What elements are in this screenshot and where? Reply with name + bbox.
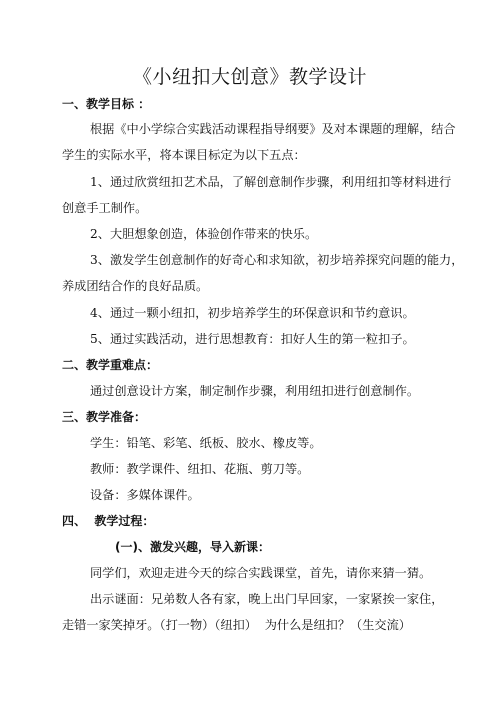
goals-intro-line-2: 学生的实际水平，将本课目标定为以下五点： xyxy=(62,148,306,162)
preparation-students: 学生：铅笔、彩笔、纸板、胶水、橡皮等。 xyxy=(90,436,322,450)
goal-5: 5、通过实践活动，进行思想教育：扣好人生的第一粒扣子。 xyxy=(90,332,415,346)
goal-3-line-2: 养成团结合作的良好品质。 xyxy=(62,279,209,293)
goal-1-line-1: 1、通过欣赏纽扣艺术品，了解创意制作步骤，利用纽扣等材料进行 xyxy=(90,175,452,189)
goal-2: 2、大胆想象创造，体验创作带来的快乐。 xyxy=(90,227,318,241)
process-heading: 四、 教学过程： xyxy=(62,514,155,528)
goals-heading: 一、教学目标 ： xyxy=(62,97,151,111)
preparation-heading: 三、教学准备： xyxy=(62,410,147,424)
goal-3-line-1: 3、激发学生创意制作的好奇心和求知欲，初步培养探究问题的能力， xyxy=(90,253,464,267)
goal-1-line-2: 创意手工制作。 xyxy=(62,201,148,215)
key-points-heading: 二、教学重难点： xyxy=(62,358,159,372)
process-paragraph-2-line-1: 出示谜面：兄弟数人各有家，晚上出门早回家，一家紧挨一家住， xyxy=(90,592,444,606)
key-points-text: 通过创意设计方案，制定制作步骤，利用纽扣进行创意制作。 xyxy=(90,384,420,398)
process-step-1-heading: (一)、激发兴趣，导入新课： xyxy=(115,540,270,554)
goals-intro-line-1: 根据《中小学综合实践活动课程指导纲要》及对本课题的理解，结合 xyxy=(90,122,456,136)
preparation-teacher: 教师：教学课件、纽扣、花瓶、剪刀等。 xyxy=(90,462,310,476)
process-paragraph-1: 同学们，欢迎走进今天的综合实践课堂，首先，请你来猜一猜。 xyxy=(90,566,432,580)
goal-4: 4、通过一颗小纽扣，初步培养学生的环保意识和节约意识。 xyxy=(90,306,415,320)
process-paragraph-2-line-2: 走错一家笑掉牙。（打一物）（纽扣） 为什么是纽扣？（生交流） xyxy=(62,618,411,632)
preparation-equipment: 设备：多媒体课件。 xyxy=(90,488,200,502)
document-title: 《小纽扣大创意》教学设计 xyxy=(132,66,367,88)
